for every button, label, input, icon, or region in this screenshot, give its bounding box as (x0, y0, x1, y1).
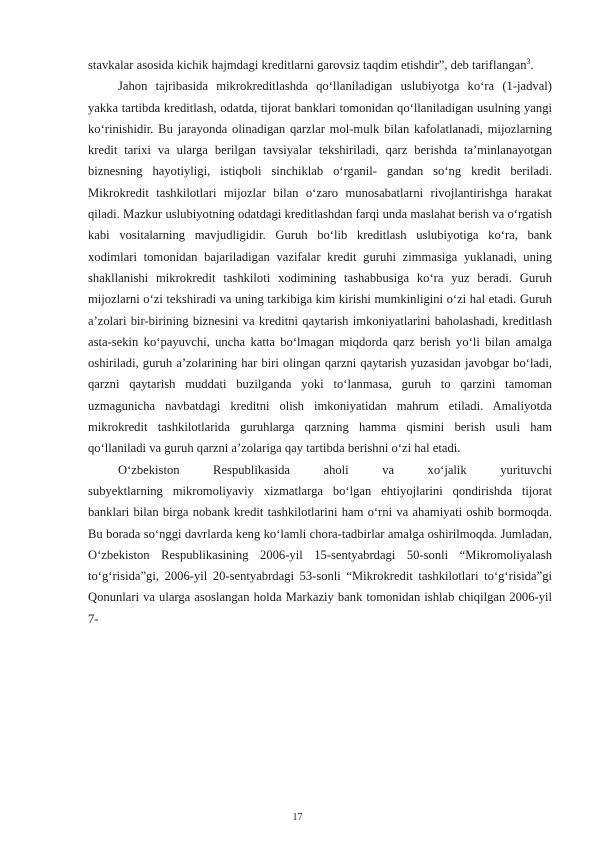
paragraph-uzbekistan-laws: subyektlarning mikromoliyaviy xizmatlarga bo‘lgan ehtiyojlarini qondirishda tijorat banklari bilan birga nobank kredit tashkilotlarini ham o‘rni va ahamiyati oshib bormoqda. Bu borada so‘nggi davrlarda keng ko‘lamli chora-tadbirlar amalga oshirilmoqda. Jumladan, O‘zbekiston Respublikasining 2006-yil 15-sentyabrdagi 50-sonli “Mikromoliyalash to‘g‘risida”gi, 2006-yil 20-sentyabrdagi 53-sonli “Mikrokredit tashkilotlari to‘g‘risida”gi Qonunlari va ularga asoslangan holda Markaziy bank tomonidan ishlab chiqilgan 2006-yil 7- (88, 483, 552, 626)
body-text (88, 55, 552, 630)
paragraph-uzbekistan-intro: O‘zbekiston Respublikasida aholi va xo‘jalik yurituvchi (118, 462, 552, 477)
page-number: 17 (292, 812, 303, 823)
paragraph-text: stavkalar asosida kichik hajmdagi kreditlarni garovsiz taqdim etishdir”, deb tariflangan (88, 58, 527, 72)
paragraph-tail: . (530, 58, 534, 72)
paragraph-continuation (88, 55, 552, 76)
footnote-marker: 3 (526, 56, 531, 66)
paragraph-microcredit-methodology: Jahon tajribasida mikrokreditlashda qo‘llaniladigan uslubiyotga ko‘ra (1-jadval) yakka tartibda kreditlash, odatda, tijorat banklari tomonidan qo‘llaniladigan usulning yangi ko‘rinishidir. Bu jarayonda olinadigan qarzlar mol-mulk bilan kafolatlanadi, mijozlarning kredit tarixi va ularga berilgan tavsiyalar tekshiriladi, qarz berishda ta’minlanayotgan biznesning hayotiyligi, istiqboli sinchiklab o‘rganil- gandan so‘ng kredit beriladi. Mikrokredit tashkilotlari mijozlar bilan o‘zaro munosabatlarni rivojlantirishga harakat qiladi. Mazkur uslubiyotning odatdagi kreditlashdan farqi unda maslahat berish va o‘rgatish kabi vositalarning mavjudligidir. Guruh bo‘lib kreditlash uslubiyotiga ko‘ra, bank xodimlari tomonidan bajariladigan vazifalar kredit guruhi zimmasiga yuklanadi, uning shakllanishi mikrokredit tashkiloti xodimining tashabbusiga ko‘ra yuz beradi. Guruh mijozlarni o‘zi tekshiradi va uning tarkibiga kim kirishi mumkinligini o‘zi hal etadi. Guruh a’zolari bir-birining biznesini va kreditni qaytarish imkoniyatlarini baholashadi, kreditlash asta-sekin ko‘payuvchi, uncha katta bo‘lmagan miqdorda qarz berish yo‘li bilan amalga oshiriladi, guruh a’zolarining har biri olingan qarzni qaytarish yuzasidan javobgar bo‘ladi, qarzni qaytarish muddati buzilganda yoki to‘lanmasa, guruh to qarzini tamoman uzmagunicha navbatdagi kreditni olish imkoniyatidan mahrum etiladi. Amaliyotda mikrokredit tashkilotlarida guruhlarga qarzning hamma qismini berish usuli ham qo‘llaniladi va guruh qarzni a’zolariga qay tartibda berishni o‘zi hal etadi. (88, 79, 552, 456)
